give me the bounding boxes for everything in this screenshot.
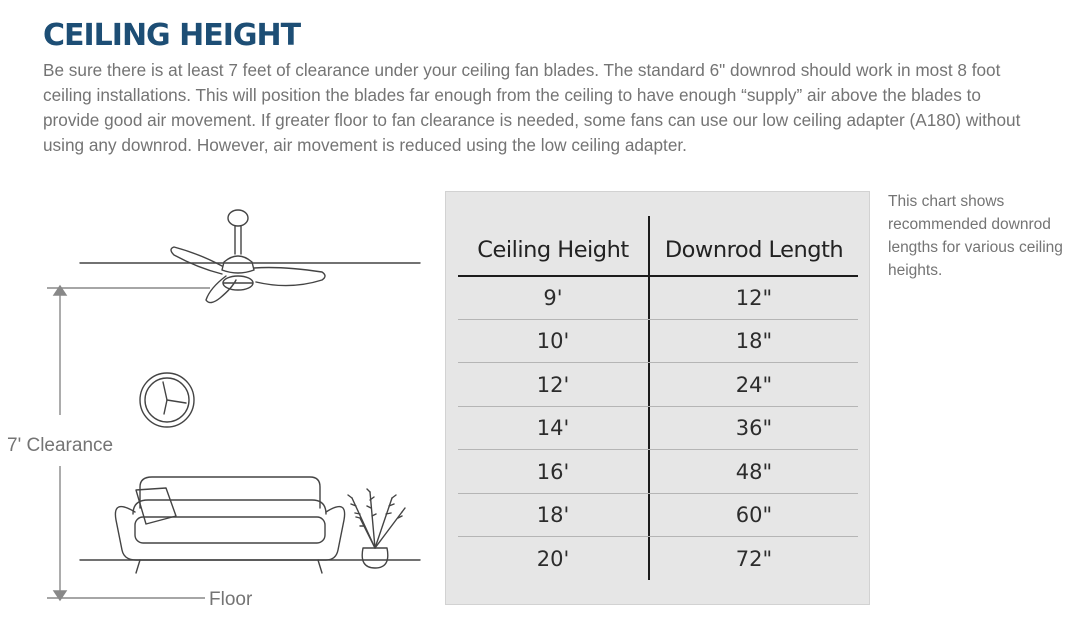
side-note: This chart shows recommended downrod lengths for various ceiling heights. bbox=[888, 193, 1063, 279]
sofa-icon bbox=[115, 477, 344, 573]
table-row bbox=[458, 277, 858, 320]
header-ceiling-height: Ceiling Height bbox=[477, 237, 629, 263]
ceiling-height-cell: 12' bbox=[536, 373, 570, 397]
ceiling-height-cell: 10' bbox=[536, 329, 570, 353]
downrod-length-cell: 18" bbox=[735, 329, 773, 353]
header-downrod-length: Downrod Length bbox=[664, 237, 844, 263]
wall-clock-icon bbox=[140, 373, 194, 427]
downrod-table bbox=[445, 191, 870, 605]
table-row bbox=[458, 538, 858, 581]
table-row bbox=[458, 320, 858, 363]
clearance-label: 7' Clearance bbox=[7, 435, 114, 456]
room-illustration bbox=[0, 190, 440, 610]
downrod-length-cell: 12" bbox=[735, 286, 773, 310]
table-row bbox=[458, 407, 858, 450]
ceiling-height-cell: 18' bbox=[536, 503, 570, 527]
table-row bbox=[458, 364, 858, 407]
table-row bbox=[458, 494, 858, 537]
potted-plant-icon bbox=[348, 489, 405, 568]
downrod-length-cell: 72" bbox=[735, 547, 773, 571]
ceiling-height-cell: 20' bbox=[536, 547, 570, 571]
ceiling-height-cell: 16' bbox=[536, 460, 570, 484]
downrod-length-cell: 36" bbox=[735, 416, 773, 440]
intro-paragraph: Be sure there is at least 7 feet of clearance under your ceiling fan blades. The standard 6" downrod should work in most 8 foot ceiling installations. This will position the blades far enough from the ceiling to have enough “supply” air above the blades to provide good air movement. If greater floor to fan clearance is needed, some fans can use our low ceiling adapter (A180) without using any downrod. However, air movement is reduced using the low ceiling adapter. bbox=[43, 60, 1021, 155]
downrod-length-cell: 48" bbox=[735, 460, 773, 484]
table-row bbox=[458, 451, 858, 494]
downrod-length-cell: 24" bbox=[735, 373, 773, 397]
ceiling-height-cell: 9' bbox=[543, 286, 563, 310]
ceiling-height-cell: 14' bbox=[536, 416, 570, 440]
downrod-length-cell: 60" bbox=[735, 503, 773, 527]
page-title: CEILING HEIGHT bbox=[43, 18, 301, 53]
floor-label: Floor bbox=[209, 589, 253, 610]
